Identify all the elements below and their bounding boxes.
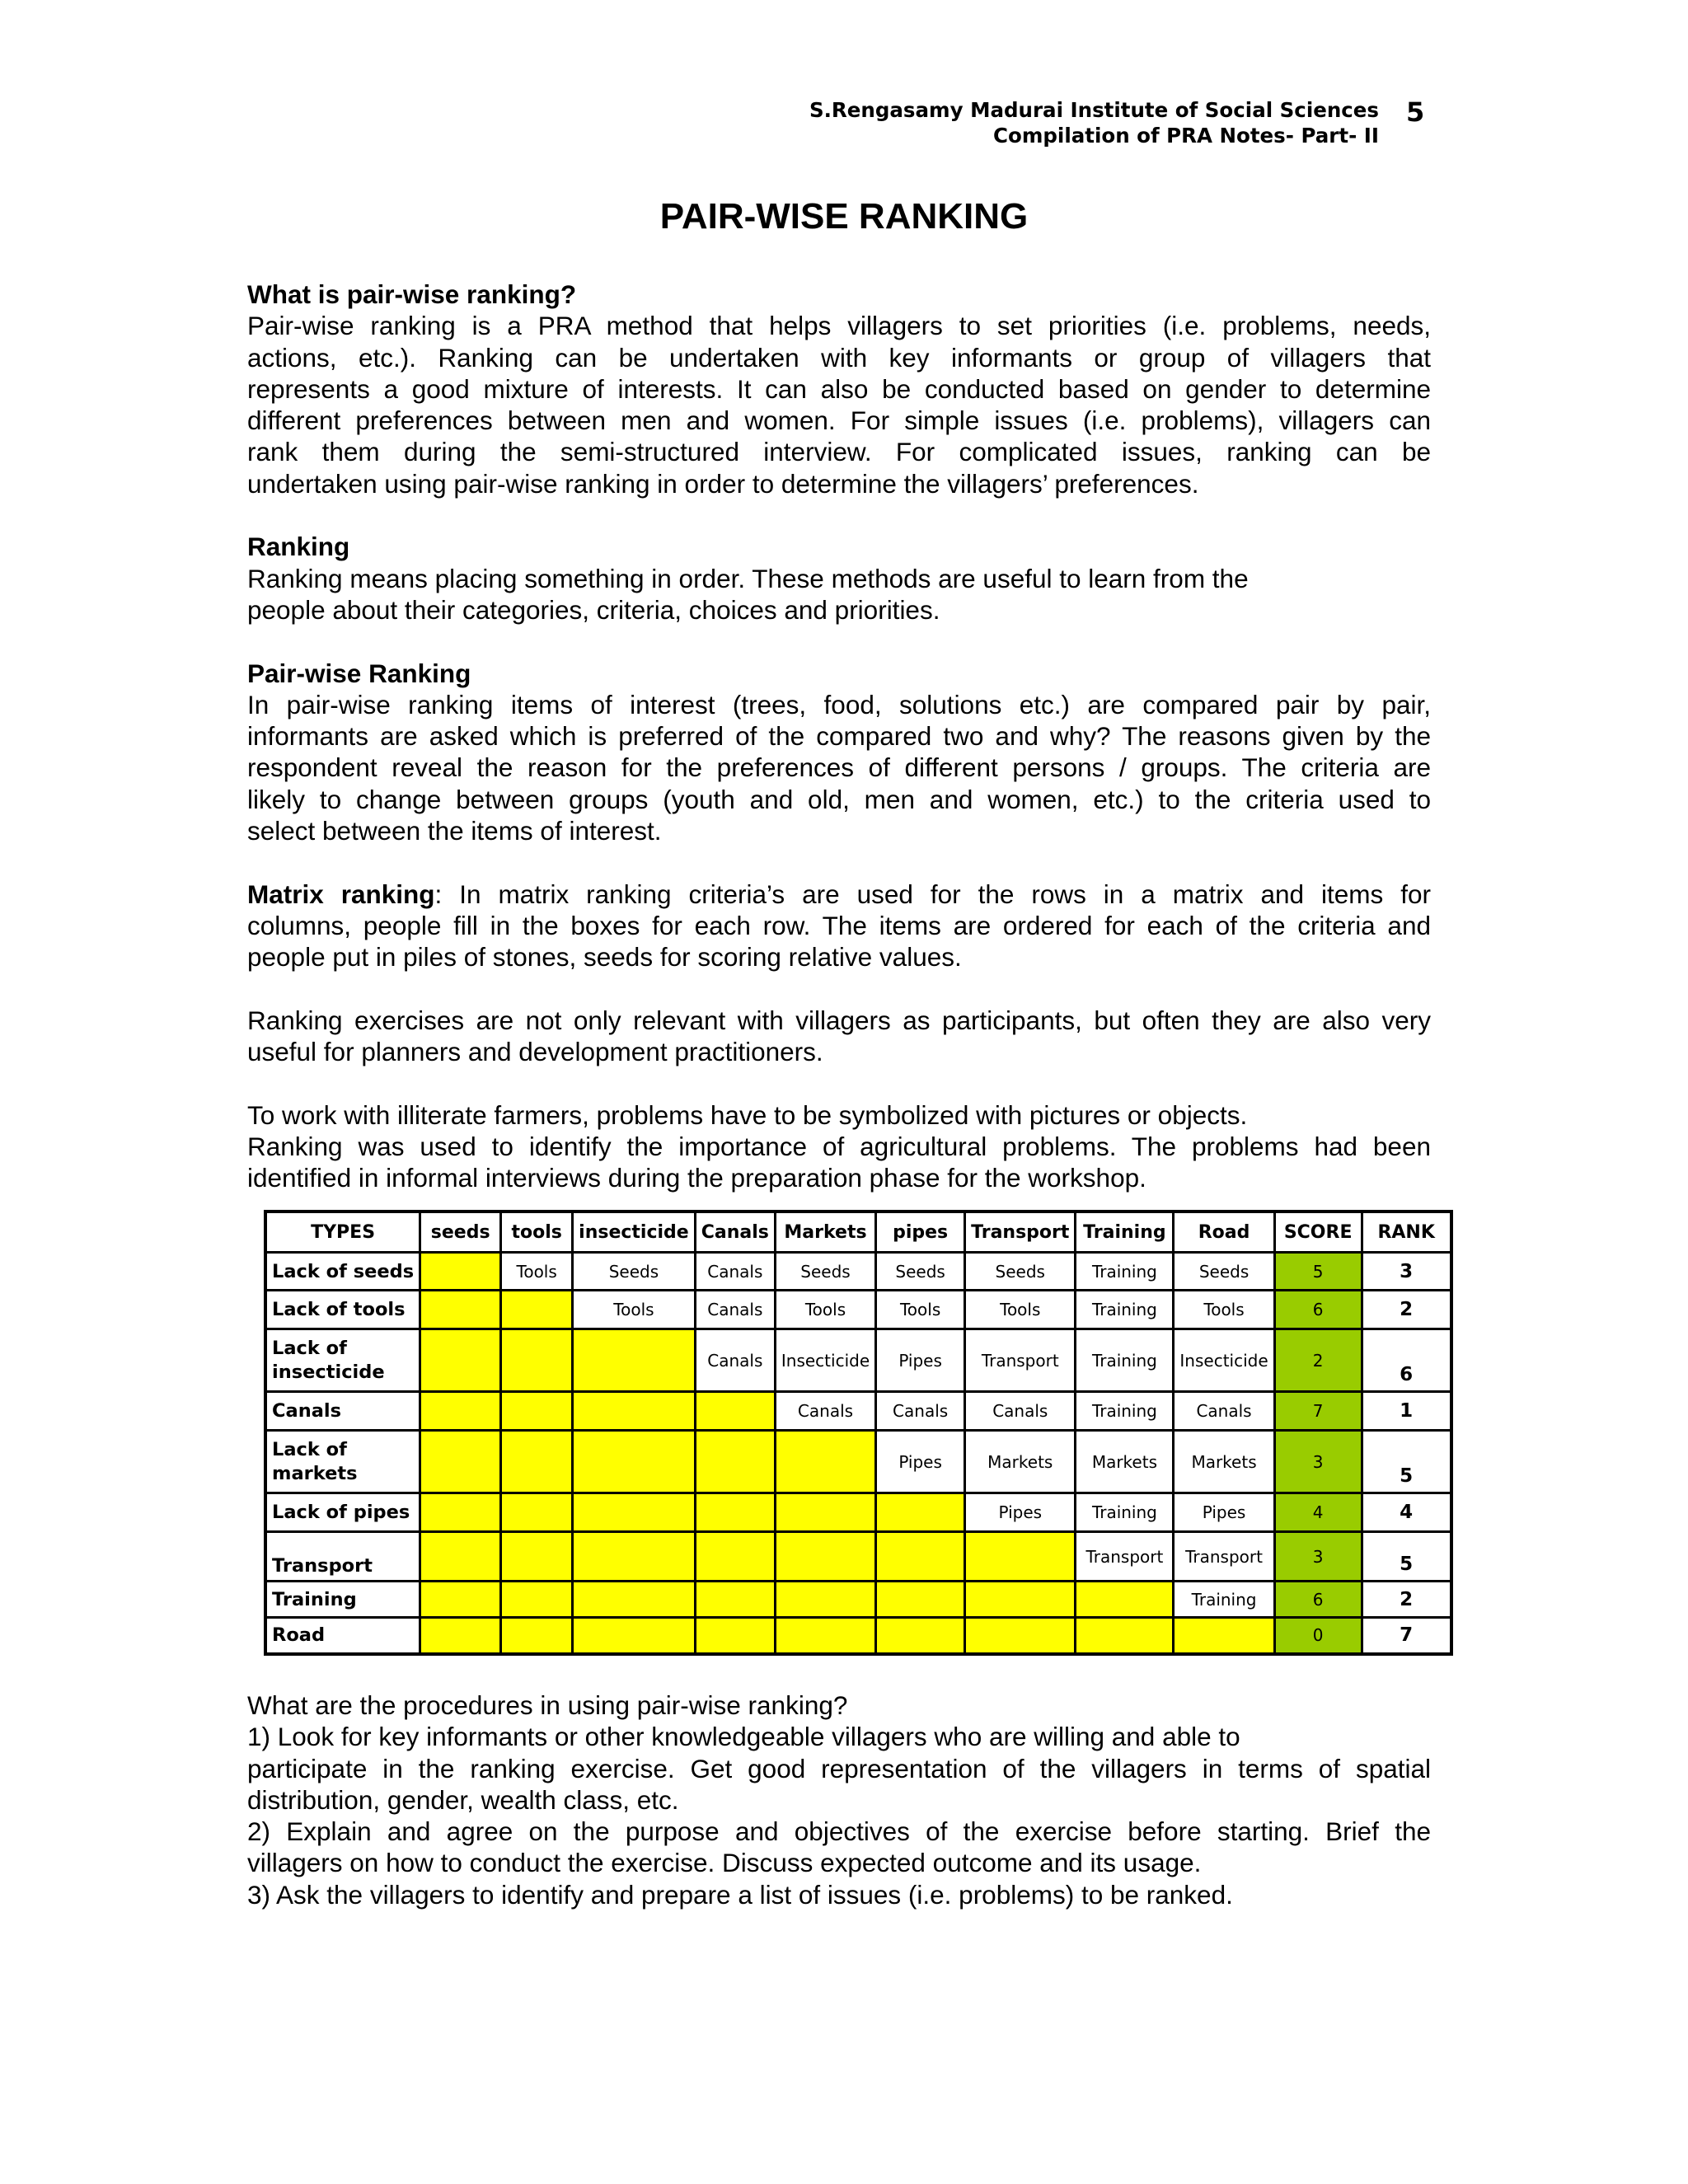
rank-cell: 6: [1362, 1329, 1451, 1392]
comparison-cell: Insecticide: [1174, 1329, 1274, 1392]
text-line: In pair-wise ranking items of interest (trees, food, solutions etc.) are compared pair by pair,: [247, 689, 1431, 719]
row-label: Transport: [265, 1532, 420, 1582]
column-header: Canals: [695, 1212, 775, 1253]
section-heading: Ranking: [247, 532, 350, 562]
text-line: villagers on how to conduct the exercise. Discuss expected outcome and its usage.: [247, 1848, 1202, 1878]
empty-cell: [420, 1532, 501, 1582]
empty-cell: [501, 1392, 573, 1431]
comparison-cell: Tools: [501, 1253, 573, 1291]
empty-cell: [1174, 1618, 1274, 1654]
text-line: informants are asked which is preferred of the compared two and why? The reasons given by the: [247, 721, 1431, 752]
score-cell: 3: [1274, 1431, 1362, 1493]
comparison-cell: Pipes: [876, 1329, 965, 1392]
empty-cell: [965, 1532, 1076, 1582]
table-row: [265, 1291, 1451, 1329]
empty-cell: [965, 1582, 1076, 1618]
row-label: Training: [265, 1582, 420, 1618]
text-line: Ranking was used to identify the importance of agricultural problems. The problems had been: [247, 1132, 1431, 1162]
comparison-cell: Training: [1174, 1582, 1274, 1618]
text-line-rest: : In matrix ranking criteria’s are used for the rows in a matrix and items for: [434, 879, 1431, 909]
score-cell: 4: [1274, 1493, 1362, 1532]
comparison-cell: Tools: [775, 1291, 875, 1329]
empty-cell: [775, 1493, 875, 1532]
text-line: people about their categories, criteria, choices and priorities.: [247, 594, 940, 625]
rank-cell: 4: [1362, 1493, 1451, 1532]
comparison-cell: Canals: [695, 1329, 775, 1392]
text-line: Ranking means placing something in order. These methods are useful to learn from the: [247, 563, 1249, 593]
table-row: [265, 1618, 1451, 1654]
empty-cell: [876, 1493, 965, 1532]
comparison-cell: Seeds: [573, 1253, 696, 1291]
empty-cell: [573, 1392, 696, 1431]
empty-cell: [420, 1618, 501, 1654]
text-line: actions, etc.). Ranking can be undertaken with key informants or group of villagers that: [247, 342, 1431, 373]
comparison-cell: Transport: [1174, 1532, 1274, 1582]
text-line: participate in the ranking exercise. Get good representation of the villagers in terms of spatial: [247, 1753, 1431, 1783]
comparison-cell: Markets: [1174, 1431, 1274, 1493]
row-label: Lack of tools: [265, 1291, 420, 1329]
empty-cell: [876, 1582, 965, 1618]
row-label: Lack of seeds: [265, 1253, 420, 1291]
text-line: rank them during the semi-structured interview. For complicated issues, ranking can be: [247, 437, 1431, 467]
empty-cell: [501, 1329, 573, 1392]
column-header: tools: [501, 1212, 573, 1253]
comparison-cell: Canals: [695, 1253, 775, 1291]
empty-cell: [420, 1291, 501, 1329]
score-cell: 6: [1274, 1582, 1362, 1618]
comparison-cell: Training: [1076, 1493, 1174, 1532]
rank-cell: 1: [1362, 1392, 1451, 1431]
row-label: Road: [265, 1618, 420, 1654]
comparison-cell: Seeds: [1174, 1253, 1274, 1291]
text-line: 2) Explain and agree on the purpose and objectives of the exercise before starting. Brief the: [247, 1816, 1431, 1847]
empty-cell: [501, 1493, 573, 1532]
table-row: [265, 1532, 1451, 1582]
comparison-cell: Transport: [965, 1329, 1076, 1392]
column-header: pipes: [876, 1212, 965, 1253]
empty-cell: [420, 1329, 501, 1392]
empty-cell: [1076, 1618, 1174, 1654]
table-row: [265, 1392, 1451, 1431]
score-cell: 6: [1274, 1291, 1362, 1329]
table-row: [265, 1431, 1451, 1493]
empty-cell: [573, 1582, 696, 1618]
empty-cell: [501, 1618, 573, 1654]
comparison-cell: Insecticide: [775, 1329, 875, 1392]
page-title: PAIR-WISE RANKING: [659, 196, 1029, 237]
rank-cell: 5: [1362, 1431, 1451, 1493]
score-cell: 2: [1274, 1329, 1362, 1392]
section-illiterate: [247, 1099, 1431, 1194]
text-line: To work with illiterate farmers, problems have to be symbolized with pictures or objects.: [247, 1099, 1248, 1130]
comparison-cell: Canals: [695, 1291, 775, 1329]
column-header: Training: [1076, 1212, 1174, 1253]
empty-cell: [695, 1532, 775, 1582]
score-cell: 0: [1274, 1618, 1362, 1654]
section-heading: What are the procedures in using pair-wise ranking?: [247, 1690, 848, 1720]
empty-cell: [775, 1431, 875, 1493]
score-cell: 5: [1274, 1253, 1362, 1291]
empty-cell: [876, 1618, 965, 1654]
section-ranking: [247, 531, 1431, 626]
text-line: 3) Ask the villagers to identify and prepare a list of issues (i.e. problems) to be ranked.: [247, 1879, 1233, 1910]
text-line: represents a good mixture of interests. It can also be conducted based on gender to determine: [247, 373, 1431, 404]
column-header: RANK: [1362, 1212, 1451, 1253]
empty-cell: [573, 1618, 696, 1654]
text-line: people put in piles of stones, seeds for scoring relative values.: [247, 942, 962, 972]
comparison-cell: Training: [1076, 1291, 1174, 1329]
empty-cell: [573, 1493, 696, 1532]
empty-cell: [501, 1291, 573, 1329]
comparison-cell: Markets: [965, 1431, 1076, 1493]
column-header: Road: [1174, 1212, 1274, 1253]
empty-cell: [420, 1493, 501, 1532]
text-line: useful for planners and development practitioners.: [247, 1037, 823, 1067]
rank-cell: 2: [1362, 1582, 1451, 1618]
empty-cell: [420, 1582, 501, 1618]
rank-cell: 5: [1362, 1532, 1451, 1582]
row-label: Lack of pipes: [265, 1493, 420, 1532]
rank-cell: 7: [1362, 1618, 1451, 1654]
row-label: Lack of markets: [265, 1431, 420, 1493]
empty-cell: [573, 1431, 696, 1493]
table-header-row: [265, 1212, 1451, 1253]
text-line: different preferences between men and women. For simple issues (i.e. problems), villagers can: [247, 405, 1431, 436]
comparison-cell: Markets: [1076, 1431, 1174, 1493]
comparison-cell: Transport: [1076, 1532, 1174, 1582]
empty-cell: [1076, 1582, 1174, 1618]
section-heading: Pair-wise Ranking: [247, 658, 471, 688]
comparison-cell: Training: [1076, 1329, 1174, 1392]
comparison-cell: Tools: [965, 1291, 1076, 1329]
section-what-is: [247, 279, 1431, 499]
rank-cell: 2: [1362, 1291, 1451, 1329]
text-line: columns, people fill in the boxes for each row. The items are ordered for each of the criteria and: [247, 910, 1431, 940]
empty-cell: [573, 1329, 696, 1392]
rank-cell: 3: [1362, 1253, 1451, 1291]
text-line: undertaken using pair-wise ranking in order to determine the villagers’ preferences.: [247, 468, 1199, 499]
column-header: SCORE: [1274, 1212, 1362, 1253]
comparison-cell: Canals: [965, 1392, 1076, 1431]
header-institute: S.Rengasamy Madurai Institute of Social Sciences: [809, 98, 1379, 122]
comparison-cell: Seeds: [775, 1253, 875, 1291]
empty-cell: [695, 1392, 775, 1431]
section-heading: What is pair-wise ranking?: [247, 279, 577, 309]
body-text: [247, 279, 1431, 1194]
score-cell: 3: [1274, 1532, 1362, 1582]
comparison-cell: Canals: [876, 1392, 965, 1431]
procedures-section: [247, 1690, 1431, 1910]
text-line: Pair-wise ranking is a PRA method that helps villagers to set priorities (i.e. problems, needs,: [247, 311, 1431, 341]
table-row: [265, 1582, 1451, 1618]
text-line: identified in informal interviews during the preparation phase for the workshop.: [247, 1163, 1146, 1193]
text-line: [247, 879, 1431, 910]
comparison-cell: Seeds: [876, 1253, 965, 1291]
comparison-cell: Tools: [876, 1291, 965, 1329]
comparison-cell: Canals: [775, 1392, 875, 1431]
empty-cell: [501, 1431, 573, 1493]
page-header: [809, 97, 1379, 148]
text-line: respondent reveal the reason for the preferences of different persons / groups. The criteria are: [247, 752, 1431, 783]
comparison-cell: Pipes: [965, 1493, 1076, 1532]
section-matrix: [247, 879, 1431, 973]
comparison-cell: Pipes: [1174, 1493, 1274, 1532]
text-line: likely to change between groups (youth and old, men and women, etc.) to the criteria used to: [247, 784, 1431, 814]
empty-cell: [695, 1582, 775, 1618]
column-header: Markets: [775, 1212, 875, 1253]
comparison-cell: Tools: [573, 1291, 696, 1329]
empty-cell: [420, 1253, 501, 1291]
text-line: select between the items of interest.: [247, 816, 662, 846]
empty-cell: [501, 1532, 573, 1582]
table-row: [265, 1329, 1451, 1392]
empty-cell: [876, 1532, 965, 1582]
comparison-cell: Pipes: [876, 1431, 965, 1493]
column-header: seeds: [420, 1212, 501, 1253]
empty-cell: [420, 1392, 501, 1431]
table-row: [265, 1493, 1451, 1532]
column-header: TYPES: [265, 1212, 420, 1253]
column-header: insecticide: [573, 1212, 696, 1253]
comparison-cell: Canals: [1174, 1392, 1274, 1431]
empty-cell: [775, 1582, 875, 1618]
empty-cell: [965, 1618, 1076, 1654]
pairwise-ranking-table: [264, 1210, 1453, 1656]
empty-cell: [695, 1493, 775, 1532]
header-subtitle: Compilation of PRA Notes- Part- II: [993, 124, 1379, 148]
text-line: Ranking exercises are not only relevant with villagers as participants, but often they are also very: [247, 1005, 1431, 1035]
empty-cell: [775, 1618, 875, 1654]
comparison-cell: Training: [1076, 1392, 1174, 1431]
comparison-cell: Training: [1076, 1253, 1174, 1291]
column-header: Transport: [965, 1212, 1076, 1253]
row-label: Lack of insecticide: [265, 1329, 420, 1392]
empty-cell: [420, 1431, 501, 1493]
row-label: Canals: [265, 1392, 420, 1431]
section-exercises: [247, 1005, 1431, 1068]
empty-cell: [501, 1582, 573, 1618]
text-line: 1) Look for key informants or other knowledgeable villagers who are willing and able to: [247, 1722, 1240, 1752]
table-row: [265, 1253, 1451, 1291]
empty-cell: [695, 1431, 775, 1493]
comparison-cell: Seeds: [965, 1253, 1076, 1291]
section-pairwise: [247, 658, 1431, 847]
empty-cell: [573, 1532, 696, 1582]
empty-cell: [695, 1618, 775, 1654]
section-heading: Matrix ranking: [247, 879, 435, 909]
empty-cell: [775, 1532, 875, 1582]
text-line: distribution, gender, wealth class, etc.: [247, 1784, 679, 1815]
score-cell: 7: [1274, 1392, 1362, 1431]
comparison-cell: Tools: [1174, 1291, 1274, 1329]
page-number: 5: [1406, 96, 1425, 128]
